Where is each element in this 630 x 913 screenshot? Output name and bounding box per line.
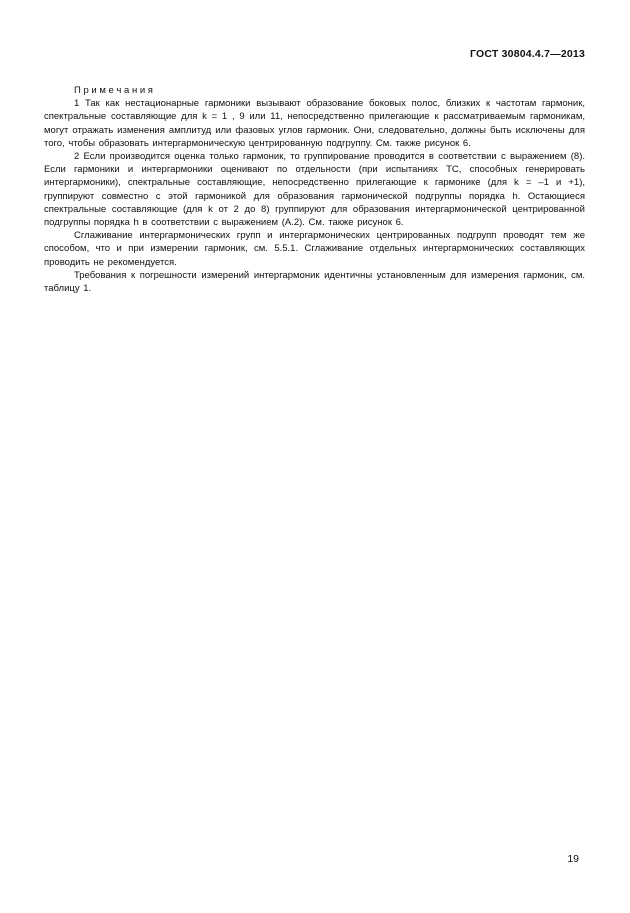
document-header (44, 48, 585, 60)
paragraph-smoothing: Сглаживание интергармонических групп и интергармонических центрированных подгрупп проводят тем же способом, что и при измерении гармоник, см. 5.5.1. Сглаживание отдельных интергармонических составляющих проводить не рекомендуется. (44, 230, 585, 268)
note-2: 2 Если производится оценка только гармоник, то группирование проводится в соответствии с выражением (8). Если гармоники и интергармоники оценивают по отдельности (при испытаниях ТС, способных генерировать интергармоники), спектральные составляющие, непосредственно прилегающие к гармонике (для k = –1 и +1), группируют совместно с этой гармоникой для образования гармонической подгруппы порядка h. Остающиеся спектральные составляющие (для k от 2 до 8) группируют для образования интергармонической центрированной подгруппы порядка h в соответствии с выражением (А.2). См. также рисунок 6. (44, 151, 585, 229)
paragraph-accuracy-requirements: Требования к погрешности измерений интергармоник идентичны установленным для измерения гармоник, см. таблицу 1. (44, 269, 585, 295)
page-number: 19 (567, 853, 579, 865)
notes-title: П р и м е ч а н и я (74, 85, 153, 96)
doc-number: ГОСТ 30804.4.7—2013 (469, 48, 585, 60)
note-1: 1 Так как нестационарные гармоники вызывают образование боковых полос, близких к частотам гармоник, спектральные составляющие для k = 1 , 9 или 11, непосредственно прилегающие к рассматриваемым гармоникам, могут отражать изменения амплитуд или фазовых углов гармоник. Они, следовательно, должны быть исключены для того, чтобы образовать интергармоническую центрированную подгруппу. См. также рисунок 6. (44, 98, 585, 149)
document-content (44, 48, 585, 295)
